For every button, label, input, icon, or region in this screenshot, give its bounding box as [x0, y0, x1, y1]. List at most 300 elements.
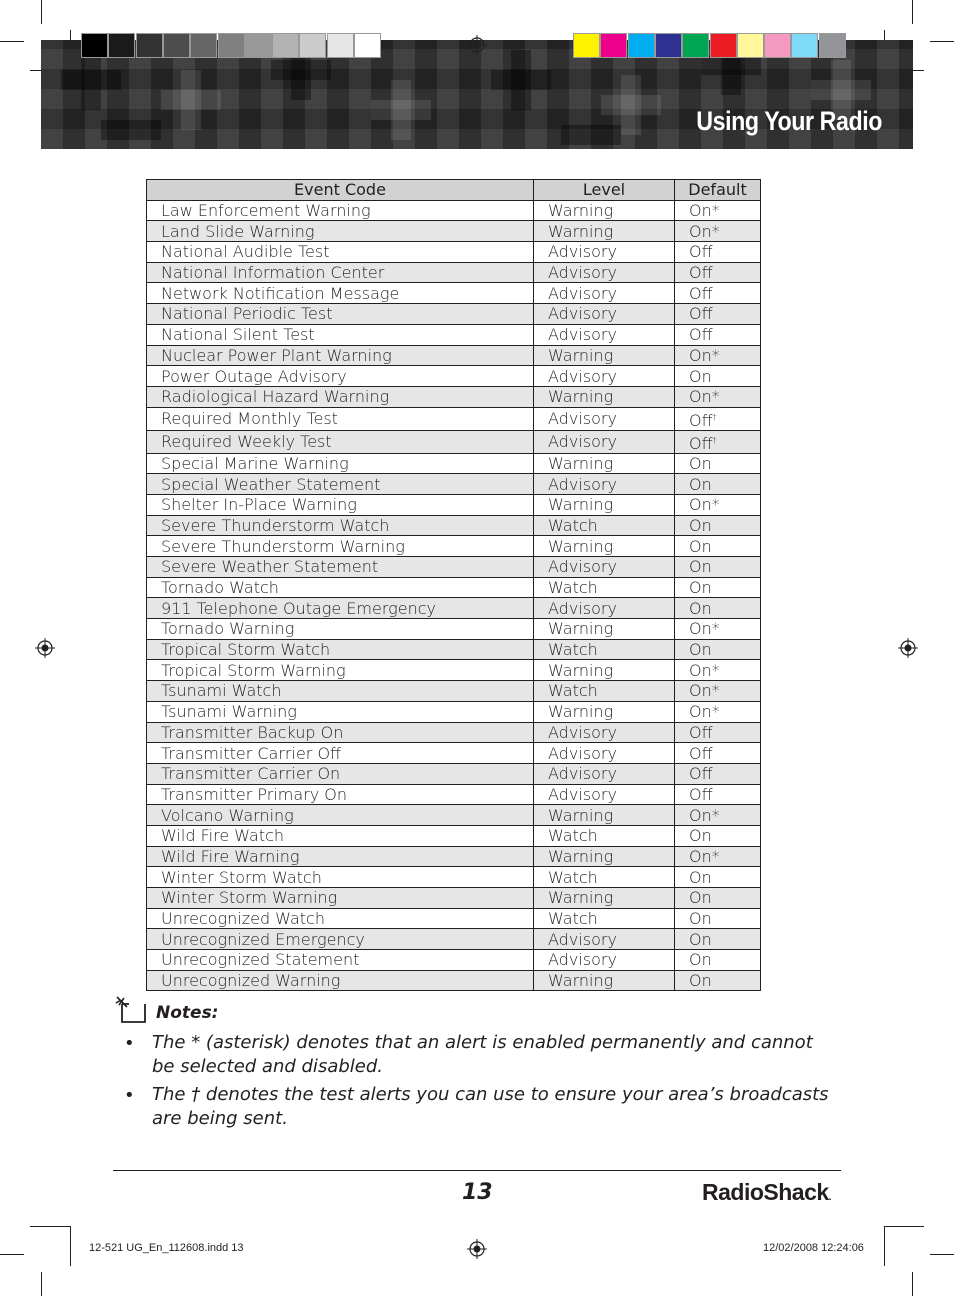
event-code-cell: [147, 805, 534, 826]
default-cell: [675, 598, 761, 619]
event-code-cell: [147, 242, 534, 263]
table-row: [147, 262, 761, 283]
default-cell: [675, 515, 761, 536]
bullet-icon: •: [124, 1033, 135, 1054]
default-cell-text: On*: [689, 495, 720, 515]
event-code-cell-text: Power Outage Advisory: [161, 366, 347, 386]
event-code-cell: [147, 304, 534, 325]
level-cell: [534, 639, 675, 660]
grayscale-swatch: [190, 33, 217, 58]
level-cell: [534, 494, 675, 515]
default-cell: [675, 474, 761, 495]
event-code-cell: [147, 494, 534, 515]
table-row: [147, 722, 761, 743]
default-cell: [675, 639, 761, 660]
brand-name: RadioShack: [702, 1179, 829, 1205]
level-cell: [534, 743, 675, 764]
event-code-cell-text: Required Weekly Test: [161, 432, 332, 452]
level-cell: [534, 304, 675, 325]
default-cell: [675, 304, 761, 325]
level-cell: [534, 407, 675, 430]
default-cell: [675, 701, 761, 722]
level-cell: [534, 283, 675, 304]
grayscale-swatch: [354, 33, 381, 58]
table-row: [147, 867, 761, 888]
default-cell-text: On: [689, 453, 712, 473]
level-cell-text: Advisory: [548, 474, 617, 494]
event-code-cell-text: Special Weather Statement: [161, 474, 381, 494]
event-code-cell: [147, 283, 534, 304]
level-cell-text: Advisory: [548, 743, 617, 763]
level-cell-text: Warning: [548, 619, 614, 639]
level-cell-text: Watch: [548, 826, 598, 846]
grayscale-swatch: [327, 33, 354, 58]
process-color-swatch: [764, 33, 791, 58]
event-code-cell-text: Tsunami Watch: [161, 681, 282, 701]
level-cell-text: Watch: [548, 909, 598, 929]
level-cell-text: Advisory: [548, 784, 617, 804]
default-cell: [675, 784, 761, 805]
level-cell-text: Warning: [548, 888, 614, 908]
default-cell-text: Off: [689, 433, 713, 453]
level-cell-text: Warning: [548, 536, 614, 556]
default-cell-text: On*: [689, 702, 720, 722]
default-cell-text: On*: [689, 345, 720, 365]
level-cell: [534, 763, 675, 784]
default-cell-text: Off: [689, 283, 713, 303]
default-cell-text: On*: [689, 221, 720, 241]
event-code-cell: [147, 784, 534, 805]
note-item: The † denotes the test alerts you can use to ensure your area’s broadcasts are being sent.: [152, 1084, 829, 1129]
registration-mark-icon: [898, 638, 918, 658]
table-row: [147, 639, 761, 660]
level-cell-text: Advisory: [548, 283, 617, 303]
table-body: [147, 200, 761, 991]
default-cell: [675, 262, 761, 283]
default-cell: [675, 221, 761, 242]
table-row: [147, 701, 761, 722]
level-cell: [534, 846, 675, 867]
level-cell: [534, 430, 675, 453]
event-code-cell-text: Tornado Warning: [161, 619, 295, 639]
page-title: Using Your Radio: [696, 106, 882, 136]
event-code-cell-text: Shelter In-Place Warning: [161, 495, 357, 515]
level-cell-text: Warning: [548, 846, 614, 866]
level-cell-text: Warning: [548, 702, 614, 722]
table-row: [147, 763, 761, 784]
default-cell-text: On: [689, 640, 712, 660]
crop-mark: [912, 1272, 913, 1296]
table-row: [147, 515, 761, 536]
registration-mark-icon: [467, 35, 487, 55]
event-code-cell: [147, 324, 534, 345]
event-code-cell-text: Severe Thunderstorm Watch: [161, 515, 390, 535]
level-cell: [534, 200, 675, 221]
default-cell: [675, 722, 761, 743]
level-cell: [534, 345, 675, 366]
registration-mark-icon: [467, 1239, 487, 1259]
default-cell-text: On*: [689, 846, 720, 866]
default-cell-text: On: [689, 366, 712, 386]
level-cell: [534, 867, 675, 888]
table-row: [147, 494, 761, 515]
event-code-cell-text: Transmitter Carrier On: [161, 764, 341, 784]
default-cell-text: Off: [689, 784, 713, 804]
level-cell: [534, 929, 675, 950]
level-cell: [534, 453, 675, 474]
default-cell: [675, 386, 761, 407]
event-code-cell-text: Transmitter Carrier Off: [161, 743, 342, 763]
event-code-cell: [147, 639, 534, 660]
table-row: [147, 200, 761, 221]
table-row: [147, 846, 761, 867]
event-code-cell: [147, 970, 534, 991]
level-cell-text: Warning: [548, 221, 614, 241]
event-code-cell-text: Winter Storm Warning: [161, 888, 338, 908]
crop-mark: [912, 0, 913, 24]
table-row: [147, 221, 761, 242]
event-code-cell-text: Required Monthly Test: [161, 409, 338, 429]
event-code-cell: [147, 407, 534, 430]
grayscale-swatch: [245, 33, 272, 58]
default-cell-text: On: [689, 598, 712, 618]
process-color-swatch: [710, 33, 737, 58]
event-code-cell: [147, 200, 534, 221]
event-code-cell-text: Unrecognized Emergency: [161, 929, 365, 949]
event-code-cell: [147, 660, 534, 681]
event-code-cell: [147, 366, 534, 387]
level-cell-text: Watch: [548, 681, 598, 701]
default-cell-text: On: [689, 474, 712, 494]
default-cell-text: On: [689, 536, 712, 556]
table-row: [147, 536, 761, 557]
level-cell: [534, 577, 675, 598]
default-cell: [675, 888, 761, 909]
default-cell: [675, 366, 761, 387]
level-cell-text: Watch: [548, 640, 598, 660]
event-code-cell-text: Severe Thunderstorm Warning: [161, 536, 405, 556]
default-cell: [675, 929, 761, 950]
level-cell: [534, 805, 675, 826]
default-cell-text: Off: [689, 325, 713, 345]
level-cell: [534, 950, 675, 971]
table-row: [147, 825, 761, 846]
default-cell: [675, 453, 761, 474]
table-row: [147, 386, 761, 407]
print-timestamp: 12/02/2008 12:24:06: [763, 1242, 864, 1254]
event-code-cell: [147, 701, 534, 722]
event-code-cell: [147, 557, 534, 578]
page-number: 13: [462, 1180, 493, 1205]
level-cell: [534, 386, 675, 407]
default-cell-text: On*: [689, 681, 720, 701]
level-cell: [534, 660, 675, 681]
default-cell-text: On: [689, 929, 712, 949]
level-cell-text: Warning: [548, 201, 614, 221]
event-code-cell-text: Severe Weather Statement: [161, 557, 379, 577]
grayscale-swatch: [163, 33, 190, 58]
dagger-mark: †: [712, 412, 717, 422]
level-cell: [534, 681, 675, 702]
default-cell: [675, 494, 761, 515]
event-code-cell: [147, 888, 534, 909]
default-cell: [675, 805, 761, 826]
level-cell-text: Warning: [548, 453, 614, 473]
default-cell-text: On*: [689, 660, 720, 680]
event-code-cell-text: Tropical Storm Warning: [161, 660, 346, 680]
default-cell: [675, 283, 761, 304]
level-cell-text: Watch: [548, 515, 598, 535]
event-code-cell-text: National Information Center: [161, 263, 385, 283]
grayscale-swatch: [299, 33, 326, 58]
default-cell: [675, 557, 761, 578]
event-code-cell: [147, 474, 534, 495]
column-header-default: Default: [675, 180, 761, 201]
notes-title: Notes:: [156, 1003, 219, 1023]
event-code-cell-text: Radiological Hazard Warning: [161, 387, 390, 407]
default-cell: [675, 743, 761, 764]
table-row: [147, 681, 761, 702]
table-row: [147, 888, 761, 909]
level-cell-text: Advisory: [548, 242, 617, 262]
process-color-swatch: [573, 33, 600, 58]
event-code-cell: [147, 262, 534, 283]
level-cell-text: Advisory: [548, 409, 617, 429]
event-code-cell-text: Unrecognized Warning: [161, 971, 341, 991]
table-row: [147, 242, 761, 263]
table-row: [147, 598, 761, 619]
default-cell: [675, 908, 761, 929]
event-code-cell: [147, 908, 534, 929]
default-cell-text: On: [689, 971, 712, 991]
table-row: [147, 805, 761, 826]
event-code-cell-text: Nuclear Power Plant Warning: [161, 345, 392, 365]
event-code-cell-text: Law Enforcement Warning: [161, 201, 371, 221]
table-header-row: [147, 180, 761, 201]
crop-mark: [884, 1226, 924, 1227]
level-cell: [534, 324, 675, 345]
default-cell: [675, 407, 761, 430]
level-cell-text: Watch: [548, 867, 598, 887]
level-cell-text: Advisory: [548, 366, 617, 386]
level-cell-text: Advisory: [548, 325, 617, 345]
event-code-cell-text: Special Marine Warning: [161, 453, 349, 473]
event-code-cell-text: Unrecognized Statement: [161, 950, 360, 970]
crop-mark: [41, 1272, 42, 1296]
level-cell: [534, 825, 675, 846]
level-cell-text: Advisory: [548, 950, 617, 970]
default-cell: [675, 825, 761, 846]
grayscale-swatch: [218, 33, 245, 58]
default-cell-text: On*: [689, 387, 720, 407]
process-color-swatch: [682, 33, 709, 58]
event-code-cell: [147, 722, 534, 743]
process-color-swatch: [628, 33, 655, 58]
note-pad-icon: [114, 995, 148, 1025]
table-row: [147, 950, 761, 971]
default-cell-text: On: [689, 950, 712, 970]
default-cell-text: On: [689, 909, 712, 929]
default-cell-text: On*: [689, 805, 720, 825]
event-code-cell: [147, 867, 534, 888]
default-cell: [675, 242, 761, 263]
table-row: [147, 577, 761, 598]
table-row: [147, 430, 761, 453]
level-cell-text: Advisory: [548, 263, 617, 283]
default-cell: [675, 200, 761, 221]
default-cell: [675, 577, 761, 598]
table-row: [147, 970, 761, 991]
level-cell-text: Warning: [548, 387, 614, 407]
brand-mark: .: [828, 1192, 831, 1203]
default-cell-text: On*: [689, 619, 720, 639]
table-row: [147, 929, 761, 950]
level-cell: [534, 557, 675, 578]
default-cell: [675, 345, 761, 366]
dagger-mark: †: [712, 435, 717, 445]
level-cell-text: Warning: [548, 495, 614, 515]
file-slug: 12-521 UG_En_112608.indd 13: [89, 1242, 244, 1254]
table-row: [147, 474, 761, 495]
process-color-swatch: [737, 33, 764, 58]
table-row: [147, 784, 761, 805]
crop-mark: [30, 1226, 70, 1227]
process-color-swatch: [791, 33, 818, 58]
event-code-cell-text: Transmitter Primary On: [161, 784, 348, 804]
default-cell: [675, 763, 761, 784]
level-cell: [534, 784, 675, 805]
event-code-cell: [147, 515, 534, 536]
event-code-cell: [147, 929, 534, 950]
crop-mark: [930, 1254, 954, 1255]
event-code-cell: [147, 825, 534, 846]
level-cell: [534, 515, 675, 536]
crop-mark: [930, 41, 954, 42]
event-code-cell-text: Tropical Storm Watch: [161, 640, 331, 660]
grayscale-swatch: [272, 33, 299, 58]
level-cell-text: Advisory: [548, 722, 617, 742]
crop-mark: [70, 1226, 71, 1266]
event-code-cell: [147, 577, 534, 598]
default-cell: [675, 324, 761, 345]
table-row: [147, 908, 761, 929]
table-row: [147, 304, 761, 325]
event-code-cell-text: Network Notification Message: [161, 283, 400, 303]
event-code-cell-text: Winter Storm Watch: [161, 867, 322, 887]
default-cell-text: On: [689, 557, 712, 577]
level-cell: [534, 221, 675, 242]
default-cell-text: Off: [689, 743, 713, 763]
level-cell: [534, 888, 675, 909]
default-cell: [675, 619, 761, 640]
default-cell-text: Off: [689, 410, 713, 430]
level-cell-text: Advisory: [548, 764, 617, 784]
level-cell-text: Advisory: [548, 929, 617, 949]
event-code-cell: [147, 619, 534, 640]
default-cell: [675, 970, 761, 991]
level-cell: [534, 366, 675, 387]
level-cell-text: Warning: [548, 971, 614, 991]
default-cell-text: Off: [689, 304, 713, 324]
event-code-cell-text: Wild Fire Watch: [161, 826, 285, 846]
event-code-cell: [147, 681, 534, 702]
level-cell: [534, 536, 675, 557]
default-cell-text: Off: [689, 242, 713, 262]
note-item: The * (asterisk) denotes that an alert is enabled permanently and cannot be selected and disabled.: [152, 1032, 813, 1077]
level-cell-text: Warning: [548, 660, 614, 680]
level-cell-text: Watch: [548, 578, 598, 598]
event-code-cell: [147, 453, 534, 474]
level-cell: [534, 474, 675, 495]
event-code-table: [146, 179, 761, 991]
default-cell-text: Off: [689, 722, 713, 742]
default-cell: [675, 430, 761, 453]
default-cell: [675, 660, 761, 681]
level-cell: [534, 970, 675, 991]
event-code-cell: [147, 221, 534, 242]
column-header-event-code: Event Code: [147, 180, 534, 201]
default-cell-text: On: [689, 826, 712, 846]
level-cell: [534, 598, 675, 619]
table-row: [147, 557, 761, 578]
default-cell-text: Off: [689, 263, 713, 283]
table-row: [147, 743, 761, 764]
level-cell: [534, 908, 675, 929]
process-color-swatch: [600, 33, 627, 58]
grayscale-swatch: [136, 33, 163, 58]
bullet-icon: •: [124, 1085, 135, 1106]
level-cell-text: Advisory: [548, 598, 617, 618]
event-code-cell-text: National Silent Test: [161, 325, 315, 345]
process-color-swatch: [655, 33, 682, 58]
grayscale-swatch: [81, 33, 108, 58]
level-cell: [534, 242, 675, 263]
level-cell-text: Advisory: [548, 557, 617, 577]
default-cell-text: On: [689, 867, 712, 887]
crop-mark: [884, 1226, 885, 1266]
event-code-cell: [147, 430, 534, 453]
event-code-cell-text: 911 Telephone Outage Emergency: [161, 598, 436, 618]
table-row: [147, 407, 761, 430]
process-color-swatch: [819, 33, 846, 58]
event-code-cell-text: National Periodic Test: [161, 304, 333, 324]
event-code-cell-text: Unrecognized Watch: [161, 909, 325, 929]
event-code-cell: [147, 386, 534, 407]
default-cell-text: On: [689, 578, 712, 598]
event-code-cell-text: Volcano Warning: [161, 805, 294, 825]
level-cell-text: Advisory: [548, 304, 617, 324]
table-row: [147, 283, 761, 304]
table-row: [147, 619, 761, 640]
default-cell: [675, 681, 761, 702]
radioshack-logo: [702, 1179, 831, 1206]
footer-divider: [113, 1170, 841, 1171]
event-code-cell: [147, 536, 534, 557]
event-code-cell: [147, 743, 534, 764]
table-row: [147, 345, 761, 366]
level-cell: [534, 722, 675, 743]
default-cell-text: On*: [689, 201, 720, 221]
crop-mark: [0, 1254, 24, 1255]
table-row: [147, 453, 761, 474]
level-cell: [534, 262, 675, 283]
table-row: [147, 366, 761, 387]
level-cell: [534, 619, 675, 640]
level-cell: [534, 701, 675, 722]
table-row: [147, 660, 761, 681]
event-code-cell: [147, 846, 534, 867]
level-cell-text: Warning: [548, 805, 614, 825]
